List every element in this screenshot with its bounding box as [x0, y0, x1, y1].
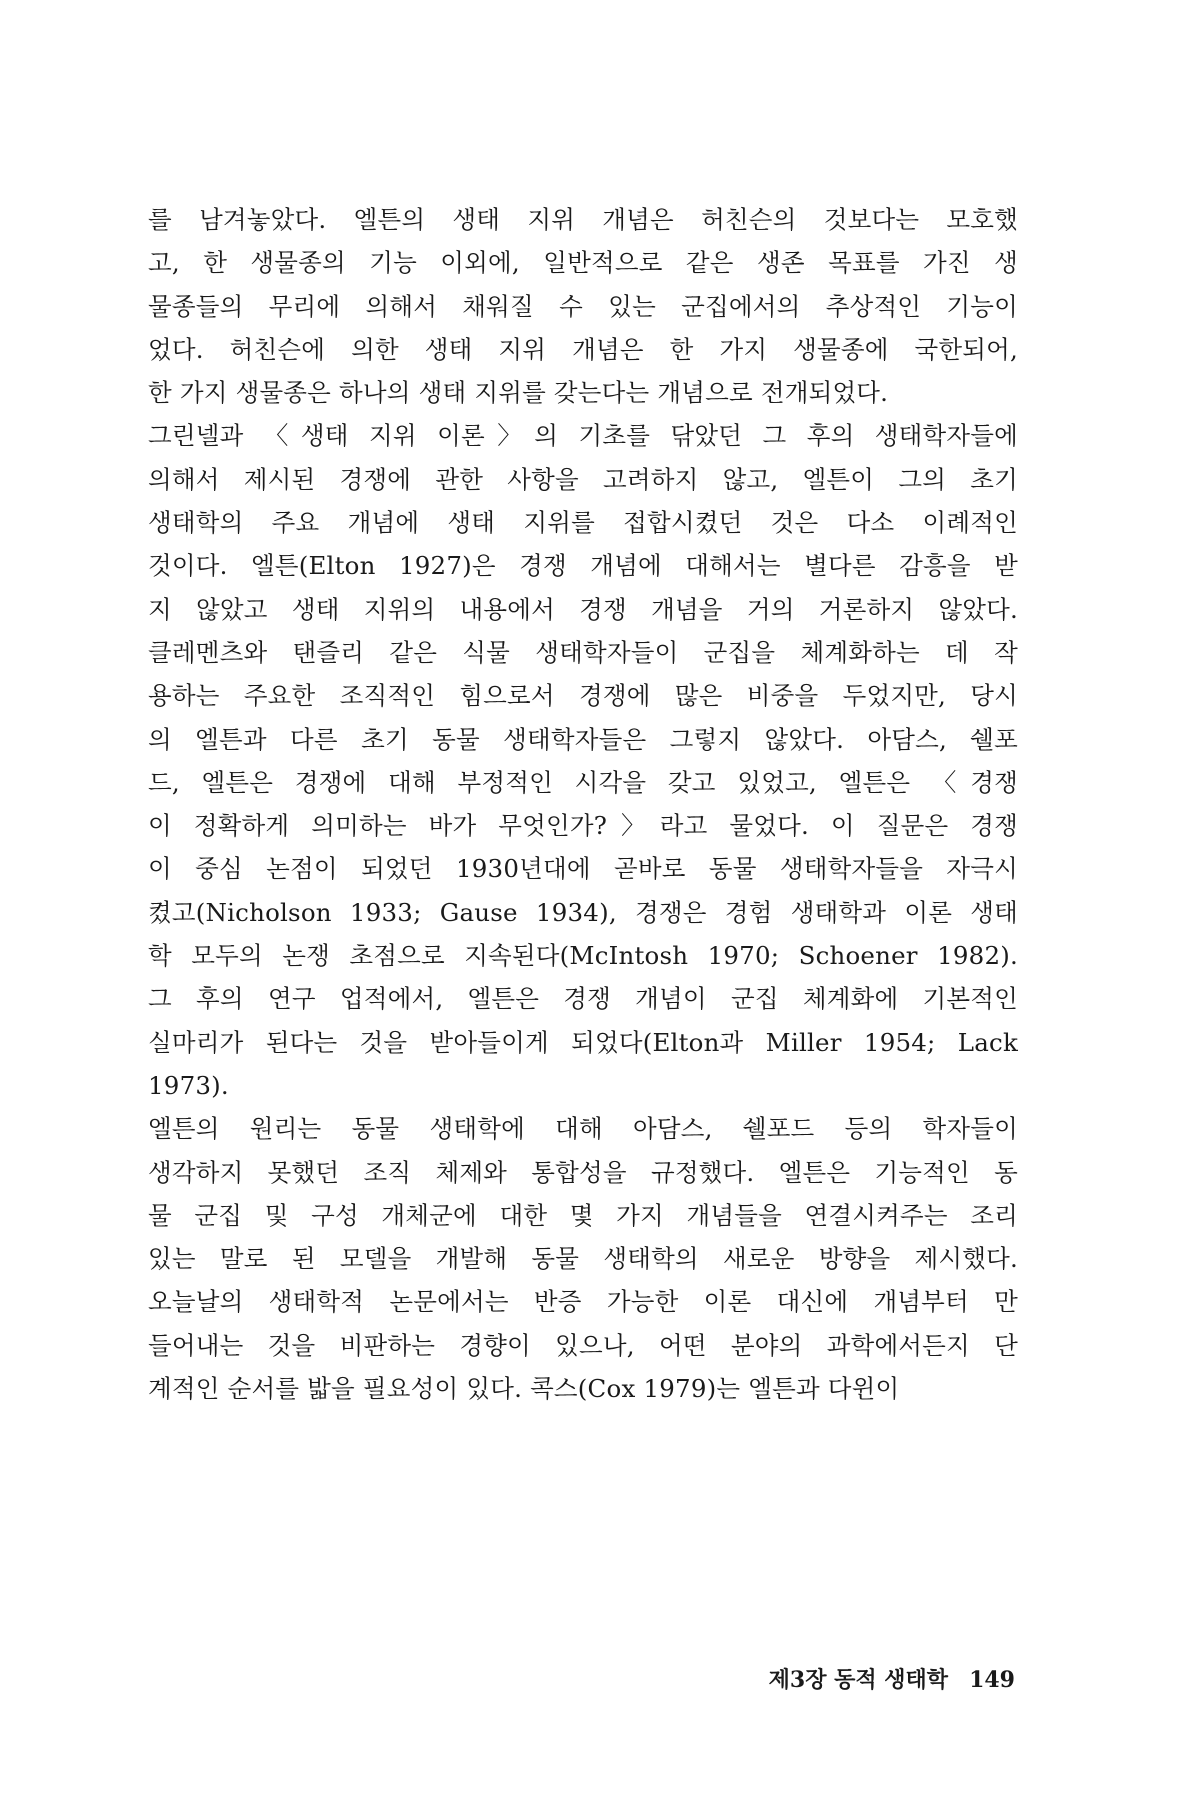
text-line: 오늘날의 생태학적 논문에서는 반증 가능한 이론 대신에 개념부터 만 [148, 1287, 1018, 1317]
text-line: 실마리가 된다는 것을 받아들이게 되었다(Elton과 Miller 1954; Lack [148, 1027, 1018, 1057]
text-line: 지 않았고 생태 지위의 내용에서 경쟁 개념을 거의 거론하지 않았다. [148, 594, 1018, 624]
text-line: 생태학의 주요 개념에 생태 지위를 접합시켰던 것은 다소 이례적인 [148, 508, 1018, 538]
paragraph [148, 198, 1018, 414]
text-line: 의해서 제시된 경쟁에 관한 사항을 고려하지 않고, 엘튼이 그의 초기 [148, 464, 1018, 494]
text-line: 한 가지 생물종은 하나의 생태 지위를 갖는다는 개념으로 전개되었다. [148, 378, 889, 408]
page-number: 149 [969, 1667, 1015, 1693]
text-line: 들어내는 것을 비판하는 경향이 있으나, 어떤 분야의 과학에서든지 단 [148, 1330, 1018, 1360]
running-footer-chapter: 제3장 동적 생태학 [768, 1667, 949, 1693]
page-footer [769, 1660, 1015, 1700]
text-line: 고, 한 생물종의 기능 이외에, 일반적으로 같은 생존 목표를 가진 생 [148, 248, 1018, 278]
text-line: 것이다. 엘튼(Elton 1927)은 경쟁 개념에 대해서는 별다른 감흥을 받 [148, 551, 1018, 581]
text-line: 그린넬과 〈생태 지위 이론〉의 기초를 닦았던 그 후의 생태학자들에 [148, 421, 1018, 451]
text-line: 계적인 순서를 밟을 필요성이 있다. 콕스(Cox 1979)는 엘튼과 다윈이 [148, 1374, 900, 1404]
text-line: 클레멘츠와 탠즐리 같은 식물 생태학자들이 군집을 체계화하는 데 작 [148, 637, 1018, 667]
text-line: 학 모두의 논쟁 초점으로 지속된다(McIntosh 1970; Schoener 1982). [148, 941, 1018, 971]
text-line: 용하는 주요한 조직적인 힘으로서 경쟁에 많은 비중을 두었지만, 당시 [148, 681, 1018, 711]
text-line: 를 남겨놓았다. 엘튼의 생태 지위 개념은 허친슨의 것보다는 모호했 [148, 205, 1018, 234]
text-line: 이 중심 논점이 되었던 1930년대에 곧바로 동물 생태학자들을 자극시 [148, 854, 1018, 884]
paragraph [148, 414, 1018, 1107]
text-line: 었다. 허친슨에 의한 생태 지위 개념은 한 가지 생물종에 국한되어, [148, 334, 1018, 364]
text-line: 있는 말로 된 모델을 개발해 동물 생태학의 새로운 방향을 제시했다. [148, 1244, 1018, 1274]
text-line: 의 엘튼과 다른 초기 동물 생태학자들은 그렇지 않았다. 아담스, 쉘포 [148, 724, 1018, 754]
text-line: 물종들의 무리에 의해서 채워질 수 있는 군집에서의 추상적인 기능이 [148, 291, 1018, 321]
text-line: 물 군집 및 구성 개체군에 대한 몇 가지 개념들을 연결시켜주는 조리 [148, 1200, 1018, 1230]
text-line: 그 후의 연구 업적에서, 엘튼은 경쟁 개념이 군집 체계화에 기본적인 [148, 984, 1018, 1014]
text-line: 드, 엘튼은 경쟁에 대해 부정적인 시각을 갖고 있었고, 엘튼은 〈경쟁 [148, 767, 1018, 797]
text-line: 엘튼의 원리는 동물 생태학에 대해 아담스, 쉘포드 등의 학자들이 [148, 1114, 1018, 1144]
text-line: 이 정확하게 의미하는 바가 무엇인가?〉라고 물었다. 이 질문은 경쟁 [148, 811, 1018, 841]
text-line: 켰고(Nicholson 1933; Gause 1934), 경쟁은 경험 생태학과 이론 생태 [148, 897, 1018, 927]
text-line: 생각하지 못했던 조직 체제와 통합성을 규정했다. 엘튼은 기능적인 동 [148, 1157, 1018, 1187]
paragraph [148, 1107, 1018, 1410]
body-text [148, 198, 1018, 1410]
text-line: 1973). [148, 1070, 229, 1100]
